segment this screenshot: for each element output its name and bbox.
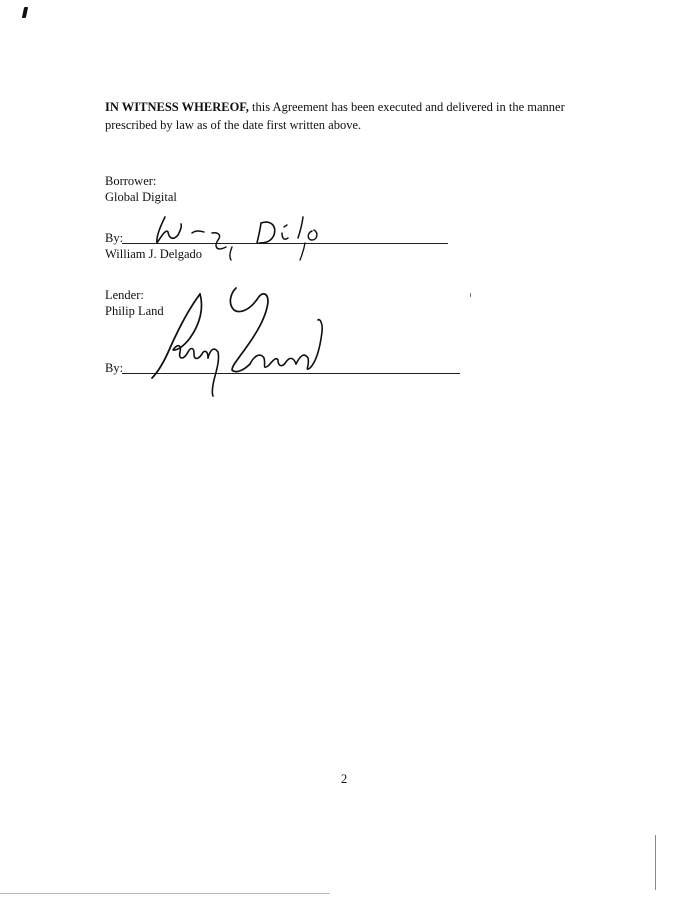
closing-lead: IN WITNESS WHEREOF, — [105, 100, 249, 114]
scan-edge-bottom — [0, 893, 330, 894]
lender-signature — [140, 280, 340, 400]
borrower-role-label: Borrower: — [105, 174, 157, 188]
borrower-entity: Global Digital — [105, 190, 177, 204]
borrower-signature — [140, 205, 360, 275]
page-number: 2 — [341, 772, 348, 786]
closing-body: this Agreement has been executed and delivered in the manner prescribed by law as of the date first written above. — [105, 100, 565, 132]
lender-role-label: Lender: — [105, 288, 144, 302]
scan-speck — [470, 293, 471, 297]
lender-entity: Philip Land — [105, 304, 164, 318]
closing-paragraph — [105, 98, 595, 134]
lender-by-label: By: — [105, 361, 124, 375]
scan-edge-right — [655, 835, 656, 890]
borrower-by-label: By: — [105, 231, 124, 245]
scan-mark — [22, 7, 28, 18]
borrower-signer-name: William J. Delgado — [105, 247, 203, 261]
